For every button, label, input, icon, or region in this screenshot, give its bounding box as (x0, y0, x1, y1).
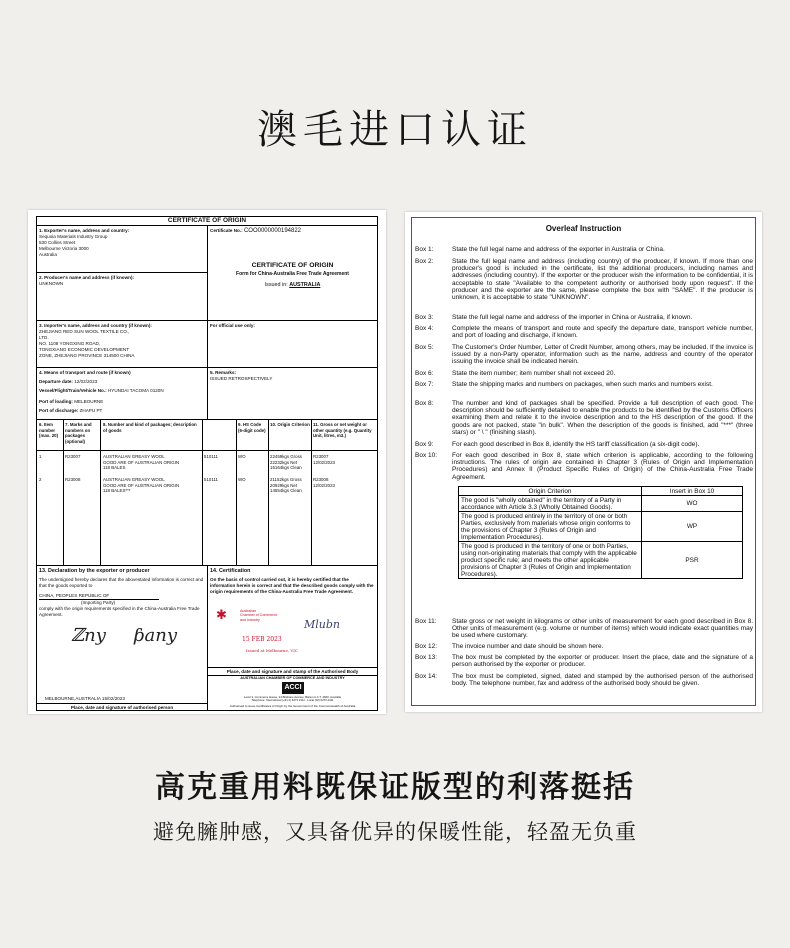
chamber-name: Australian Chamber of Commerce and Industry (240, 609, 278, 622)
insert-cell: WO (642, 496, 743, 512)
insert-cell: PSR (642, 542, 743, 579)
item-description: AUSTRALIAN GREASY WOOL GOOD ARE OF AUSTRALIAN ORIGIN 118 BALES (103, 454, 180, 471)
exporter-signature: ℤny (71, 625, 106, 646)
declaration-box (36, 565, 208, 711)
departure-label: Departure date: (39, 378, 73, 384)
importer-line: ZONE, ZHEJIANG PROVINCE 314500 CHINA (39, 352, 135, 358)
transport-label: 4. Means of transport and route (if known) (39, 370, 131, 375)
item-weight: 22459kgs Gross 22232kgs Net 15164kgs Clean (270, 454, 302, 471)
discharge-value: ZHAPU PT (79, 407, 103, 413)
item-invoice: R23007 12/02/2023 (313, 454, 335, 465)
departure-value: 12/02/2023 (74, 378, 98, 384)
column-header: 6. Item number (max. 20) (39, 422, 59, 438)
exporter-box (36, 225, 208, 273)
exporter-signature: ƥany (133, 625, 178, 646)
criterion-cell: The good is "wholly obtained" in the territory of a Party in accordance with Article 3.3 (Wholly Obtained Goods). (459, 496, 642, 512)
chamber-star-icon: ✱ (216, 607, 227, 622)
importer-line: LTD. (39, 334, 49, 340)
declaration-footer: Place, date and signature of authorised person (37, 703, 207, 711)
overleaf-instruction-image (405, 212, 762, 712)
remarks-label: 5. Remarks: (210, 370, 237, 375)
column-header: 11. Gross or net weight or other quantity (e.g. Quantity Unit, litres, m3.) (313, 422, 372, 438)
overleaf-frame: Overleaf Instruction Box 1: State the full legal name and address of the exporter in Australia or China. Box 2: State the full legal name and address (including country) of the producer, if known. If more than one producer's good is included in the certificate, list the additional producers, including names and addresses (including country). If the exporter or the producer wish the information to be confidential, it is acceptable to state "Available to the competent authority or authorised body upon request". If the producer and the exporter are the same, please complete the box with "SAME". If the producer is unknown, it is acceptable to state "UNKNOWN". Box 3: State the full legal name and address of the importer in China or Australia, if known. Box 4: Complete the means of transport and route and specify the departure date, transport vehicle number, and port of loading and discharge, if known. Box 5: The Customer's Order Number, Letter of Credit Number, among others, may be included. If the invoice is issued by a non-Party operator, information such as the name, address and country of the operator issuing the invoice shall be indicated herein. Box 6: State the item number; item number shall not exceed 20. Box 7: State the shipping marks and numbers on packages, when such marks and numbers exist. Box 8: The number and kind of packages shall be specified. Provide a full description of each good. The description should be sufficiently detailed to enable the products to be identified by the Customs Officers examining them and relate it to the invoice description and to the HS description of the good. If the goods are not packed, state "in bulk". When the description of the goods is finished, add "***" (three stars) or " \ " (finishing slash). Box 9: For each good described in Box 8, identify the HS tariff classification (a six-digit code). Box 10: For each good described in Box 8, state which criterion is applicable, according to the following instructions. The rules of origin are contained in Chapter 3 (Rules of Origin and Implementation Procedures) and Annex II (Product Specific Rules of Origin) of the China-Australia Free Trade Agreement. Origin Criterion Insert in Box 10 The good is "wholly obtained" in the territory of a Party in accordance with Article 3.3 (Wholly Obtained Goods). WO The good is produced entirely in the territory of one or both Parties, exclusively from materials whose origin conforms to the provisions of Chapter 3 (Rules of Origin and Implementation Procedures). WP The good is produced in the territory of one or both Parties, using non-originating materials that comply with the applicable product specific rule; and meets the other applicable provisions of Chapter 3 (Rules of Origin and Implementation Procedures). PSR Box 11: State gross or net weight in kilograms or other units of measurement for each good described in Box 8. Other units of measurement (e.g. volume or number of items) which would indicate exact quantities may be used where customary. Box 12: The invoice number and date should be shown here. Box 13: The box must be completed by the exporter or producer. Insert the place, date and the signature of a person authorised by the exporter or producer. Box 14: The box must be completed, signed, dated and stamped by the authorised person of the authorised body. The telephone number, fax and address of the authorised body should be given. (411, 217, 756, 706)
column-header: 9. HS Code (6-digit code) (238, 422, 266, 433)
producer-value: UNKNOWN (39, 280, 64, 286)
certificate-heading: CERTIFICATE OF ORIGIN (251, 261, 334, 269)
exporter-line: Sequoia Materials Industry Group (39, 233, 108, 239)
insert-cell: WP (642, 512, 743, 542)
headline: 高克重用料既保证版型的利落挺括 (155, 770, 635, 805)
acci-address: Level 3, Commerce House, 24 Brisbane Avenue, Barton A.C.T. 2600, Australia Telephone: International (+61 2) 6273 2311 · Local (02) 6273 2311 (244, 695, 341, 703)
importer-label: 3. Importer's name, address and country (if known): (39, 323, 152, 328)
importer-line: ZHEJIANG RED SUN WOOL TEXTILE CO., (39, 328, 130, 334)
certificate-of-origin-image (28, 210, 386, 714)
item-weight: 21152kgs Gross 20929kgs Net 14554kgs Clean (270, 477, 302, 494)
declaration-label: 13. Declaration by the exporter or producer (39, 568, 150, 574)
vessel-label: Vessel/Flight/Train/Vehicle No.: (39, 387, 107, 393)
overleaf-title: Overleaf Instruction (545, 224, 622, 233)
importer-line: NO. 1108 YONGXING ROAD, (39, 340, 101, 346)
importer-box (36, 320, 208, 368)
issued-in-country: AUSTRALIA (289, 282, 321, 289)
exporter-line: 530 Collins Street (39, 239, 76, 245)
certification-box (207, 565, 378, 711)
table-header-row (459, 487, 743, 496)
certificate-number: COO0000000194822 (243, 228, 302, 234)
declaration-text: The undersigned hereby declares that the abovestated information is correct and that the goods exported to (39, 577, 204, 588)
transport-box (36, 367, 208, 420)
criterion-cell: The good is produced in the territory of one or both Parties, using non-originating materials that comply with the applicable product specific rule; and meets the other applicable provisions of Chapter 3 (Rules of Origin and Implementation Procedures). (459, 542, 642, 579)
item-number: 1 (39, 454, 42, 459)
declaration-comply: comply with the origin requirements specified in the China-Australia Free Trade Agreement. (39, 605, 200, 617)
table-header: Origin Criterion (459, 487, 642, 496)
column-header: 7. Marks and numbers on packages (optional) (65, 422, 92, 444)
producer-box (36, 272, 208, 321)
issued-in-label: Issued in: (264, 282, 288, 289)
goods-table (36, 419, 378, 566)
remarks-value: ISSUED RETROSPECTIVELY (210, 375, 273, 381)
item-hs-code: 510111 (204, 477, 218, 482)
official-use-label: For official use only: (210, 323, 255, 328)
exporter-line: Australia (39, 251, 57, 257)
official-use-box (207, 320, 378, 368)
table-row (459, 542, 743, 579)
item-description: AUSTRALIAN GREASY WOOL GOOD ARE OF AUSTRALIAN ORIGIN 118 BALES*** (103, 477, 180, 494)
item-marks: R23008 (65, 477, 81, 482)
page-title: 澳毛进口认证 (257, 107, 533, 153)
remarks-box (207, 367, 378, 420)
table-row (459, 512, 743, 542)
stamp-place: Issued at Melbourne, VIC (246, 648, 298, 653)
exporter-line: Melbourne Victoria 3000 (39, 245, 89, 251)
acci-note: Authorised to issue Certificates of Origin by the Government of the Commonwealth of Australia (229, 704, 356, 708)
acci-name: AUSTRALIAN CHAMBER OF COMMERCE AND INDUSTRY (240, 676, 345, 680)
column-header: 10. Origin Criterion (270, 422, 310, 427)
item-hs-code: 510111 (204, 454, 218, 459)
form-description: Form for China-Australia Free Trade Agreement (236, 270, 349, 277)
loading-label: Port of loading: (39, 398, 73, 404)
certifier-signature: Mlubn (304, 618, 340, 631)
item-marks: R23007 (65, 454, 81, 459)
column-header: 8. Number and kind of packages; description of goods (103, 422, 197, 433)
item-invoice: R23008 12/02/2023 (313, 477, 335, 488)
producer-label: 2. Producer's name and address (if known): (39, 275, 135, 280)
origin-criterion-table (458, 486, 743, 579)
certification-footer: Place, date and signature and stamp of the Authorised Body (208, 667, 377, 675)
declaration-place-date: MELBOURNE,AUSTRALIA 15/02/2023 (45, 696, 125, 701)
item-number: 2 (39, 477, 42, 482)
subline: 避免臃肿感，又具备优异的保暖性能，轻盈无负重 (153, 820, 637, 844)
table-header: Insert in Box 10 (642, 487, 743, 496)
acci-logo-icon: ACCI (282, 682, 304, 694)
exporter-label: 1. Exporter's name, address and country: (39, 228, 130, 233)
importing-party-label: (Importing Party) (81, 599, 116, 605)
vessel-value: HYUNDAI TACOMA 0120N (107, 387, 164, 393)
declaration-country: CHINA, PEOPLES REPUBLIC OF (39, 593, 159, 600)
certificate-title: CERTIFICATE OF ORIGIN (36, 216, 378, 225)
certificate-form (36, 216, 378, 712)
importer-line: TONGXIANG ECONOMIC DEVELOPMENT (39, 346, 130, 352)
certificate-number-label: Certificate No.: (210, 228, 243, 233)
certification-text: On the basis of control carried out, it is hereby certified that the information herein is correct and that the described goods comply with the origin requirements of the China-Australia Free Trade Agreement. (210, 577, 374, 594)
certification-label: 14. Certification (210, 568, 251, 574)
item-origin: WO (238, 454, 246, 459)
stamp-date: 15 FEB 2023 (242, 636, 282, 643)
table-row (459, 496, 743, 512)
certificate-number-box (207, 225, 378, 321)
item-origin: WO (238, 477, 246, 482)
criterion-cell: The good is produced entirely in the territory of one or both Parties, exclusively from materials whose origin conforms to the provisions of Chapter 3 (Rules of Origin and Implementation Procedures). (459, 512, 642, 542)
discharge-label: Port of discharge: (39, 407, 79, 413)
loading-value: MELBOURNE (74, 398, 104, 404)
